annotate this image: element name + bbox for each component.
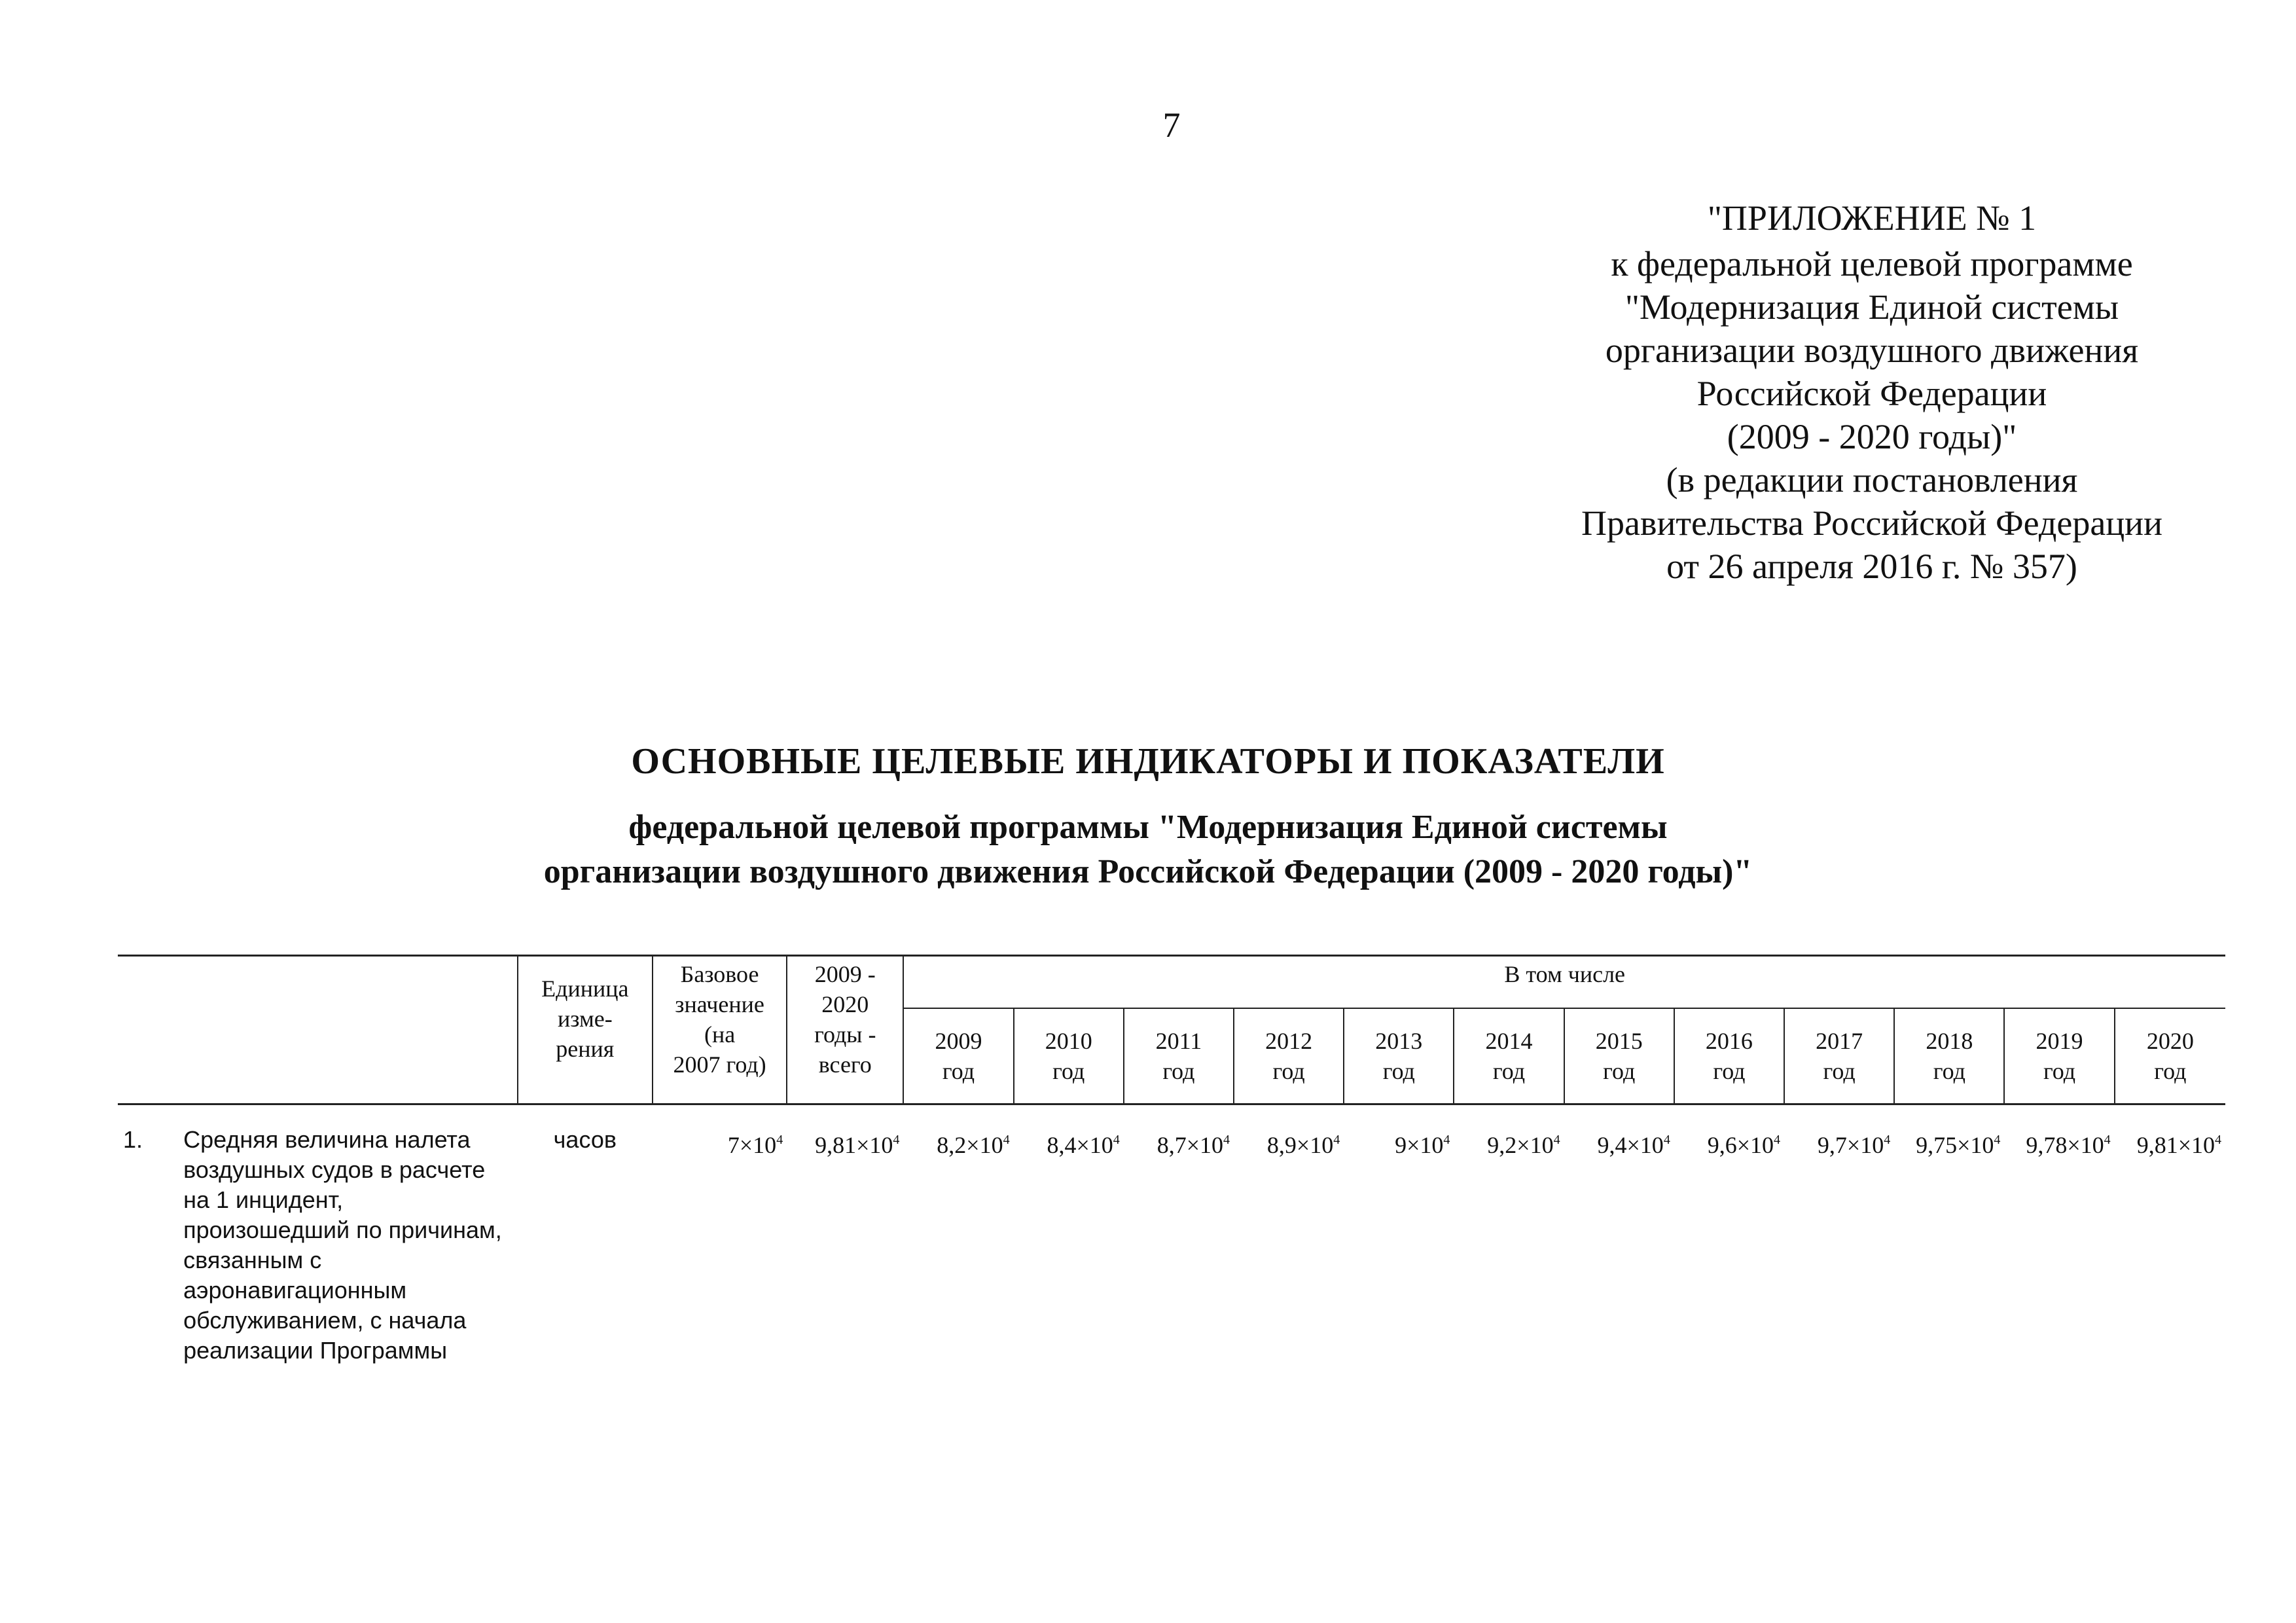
total-value: $9,81\times 10^4$	[815, 1132, 900, 1158]
header-year: 2016 год	[1674, 1008, 1784, 1104]
header-year: 2015 год	[1564, 1008, 1674, 1104]
header-year: 2013 год	[1344, 1008, 1454, 1104]
document-title-block	[0, 739, 2296, 894]
document-subtitle	[0, 805, 2296, 894]
table-body	[118, 1104, 2225, 1366]
indicators-table	[118, 955, 2225, 1366]
subtitle-line-1: федеральной целевой программы "Модернизация Единой системы	[628, 809, 1668, 846]
year-value: $9,7\times 10^4$	[1817, 1132, 1891, 1158]
year-value: $9,2\times 10^4$	[1487, 1132, 1560, 1158]
table-header	[118, 956, 2225, 1104]
header-year: 2009 год	[903, 1008, 1013, 1104]
header-year: 2017 год	[1784, 1008, 1894, 1104]
base-value: $7\times 10^4$	[727, 1132, 783, 1158]
unit-value: часов	[553, 1126, 617, 1153]
header-base-value: Базовое значение (на 2007 год)	[653, 956, 787, 1104]
appendix-reference	[1492, 196, 2251, 588]
subtitle-line-2: организации воздушного движения Российской Федерации (2009 - 2020 годы)"	[543, 853, 1753, 890]
year-value: $9,78\times 10^4$	[2026, 1132, 2111, 1158]
year-value: $8,7\times 10^4$	[1157, 1132, 1230, 1158]
appendix-line: (в редакции постановления	[1666, 460, 2078, 500]
appendix-line: "Модернизация Единой системы	[1624, 287, 2119, 327]
header-year: 2012 год	[1234, 1008, 1344, 1104]
header-year: 2018 год	[1894, 1008, 2004, 1104]
header-indicator-name	[118, 956, 518, 1104]
header-year: 2019 год	[2004, 1008, 2114, 1104]
year-value: $8,9\times 10^4$	[1266, 1132, 1340, 1158]
appendix-line: к федеральной целевой программе	[1611, 244, 2133, 283]
header-including: В том числе	[903, 956, 2225, 1009]
year-value: $9,75\times 10^4$	[1916, 1132, 2001, 1158]
appendix-line: от 26 апреля 2016 г. № 357)	[1666, 547, 2077, 586]
header-unit: Единица изме- рения	[518, 956, 653, 1104]
appendix-line: Российской Федерации	[1696, 374, 2047, 413]
year-value: $9,81\times 10^4$	[2136, 1132, 2221, 1158]
year-value: $8,2\times 10^4$	[937, 1132, 1010, 1158]
indicator-name: Средняя величина налета воздушных судов в расчете на 1 инцидент, произошедший по причинам, связанным с аэронавигационным обслуживанием, с начала реализации Программы	[183, 1126, 502, 1364]
page-number: 7	[1162, 105, 1181, 145]
header-year: 2010 год	[1014, 1008, 1124, 1104]
year-value: $9,4\times 10^4$	[1597, 1132, 1670, 1158]
appendix-line: "ПРИЛОЖЕНИЕ № 1	[1707, 198, 2037, 238]
document-title: ОСНОВНЫЕ ЦЕЛЕВЫЕ ИНДИКАТОРЫ И ПОКАЗАТЕЛИ	[631, 741, 1665, 782]
header-year: 2020 год	[2115, 1008, 2225, 1104]
header-year: 2014 год	[1454, 1008, 1564, 1104]
appendix-line: организации воздушного движения	[1605, 331, 2139, 370]
year-value: $8,4\times 10^4$	[1047, 1132, 1120, 1158]
appendix-line: (2009 - 2020 годы)"	[1727, 417, 2017, 456]
year-value: $9\times 10^4$	[1395, 1132, 1450, 1158]
year-value: $9,6\times 10^4$	[1707, 1132, 1781, 1158]
appendix-line: Правительства Российской Федерации	[1581, 503, 2162, 543]
header-year: 2011 год	[1124, 1008, 1234, 1104]
header-total: 2009 - 2020 годы - всего	[787, 956, 903, 1104]
row-number: 1.	[123, 1126, 143, 1153]
table-row	[118, 1104, 2225, 1366]
